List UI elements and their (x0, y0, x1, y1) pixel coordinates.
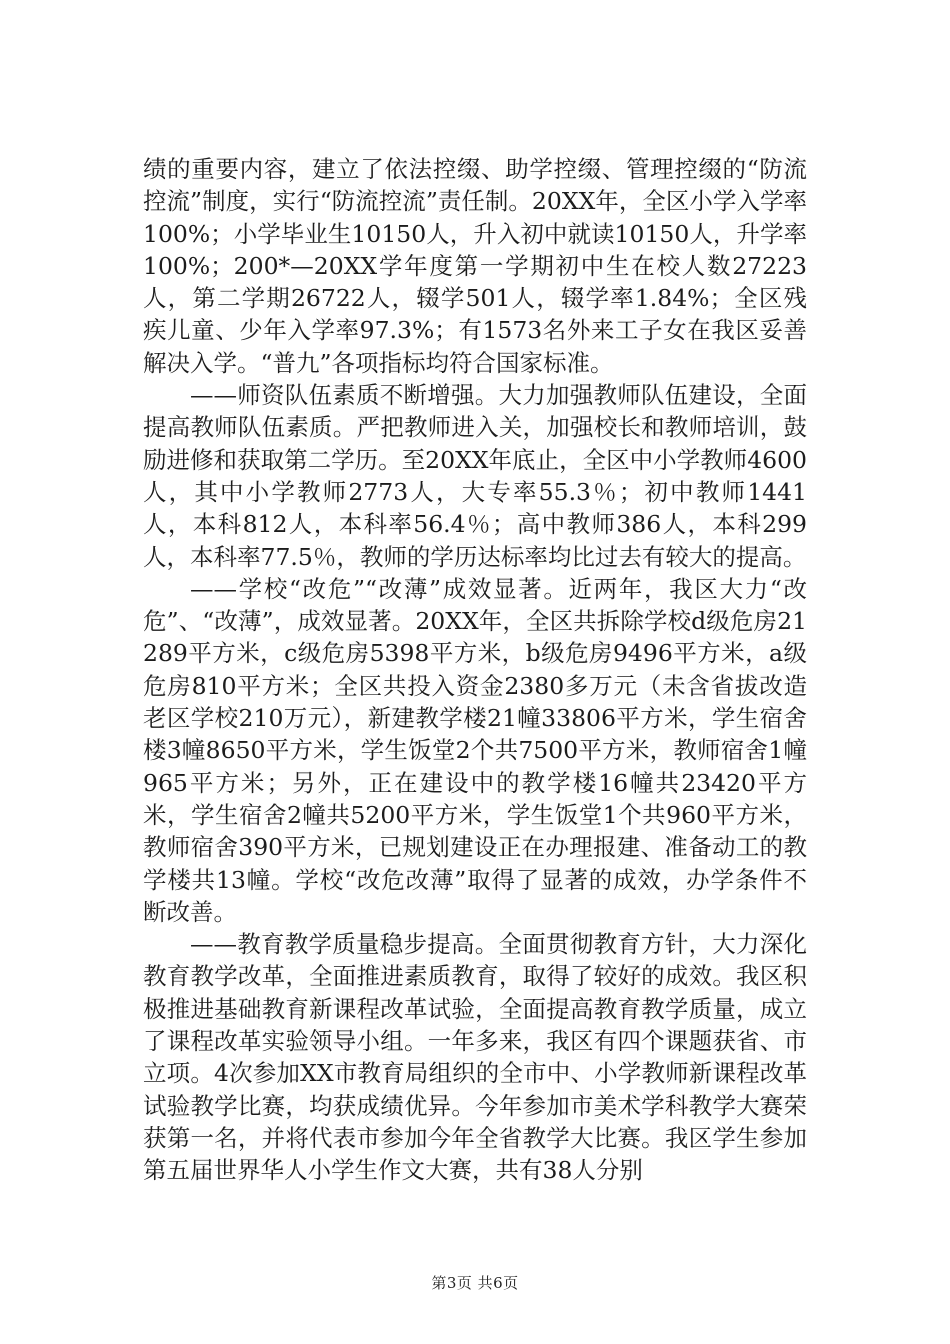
paragraph-continuation: 绩的重要内容，建立了依法控缀、助学控缀、管理控缀的“防流控流”制度，实行“防流控流”责任制。20XX年，全区小学入学率100%；小学毕业生10150人，升入初中就读10150人，升学率100%；200*—20XX学年度第一学期初中生在校人数27223人，第二学期26722人，辍学501人，辍学率1.84%；全区残疾儿童、少年入学率97.3%；有1573名外来工子女在我区妥善解决入学。“普九”各项指标均符合国家标准。 (143, 155, 807, 377)
document-body (143, 153, 807, 1187)
page-footer: 第3页 共6页 (431, 1274, 519, 1292)
paragraph-school-renovation: ——学校“改危”“改薄”成效显著。近两年，我区大力“改危”、“改薄”，成效显著。20XX年，全区共拆除学校d级危房21289平方米，c级危房5398平方米，b级危房9496平方米，a级危房810平方米；全区共投入资金2380多万元（未含省拔改造老区学校210万元），新建教学楼21幢33806平方米，学生宿舍楼3幢8650平方米，学生饭堂2个共7500平方米，教师宿舍1幢965平方米；另外，正在建设中的教学楼16幢共23420平方米，学生宿舍2幢共5200平方米，学生饭堂1个共960平方米，教师宿舍390平方米，已规划建设正在办理报建、准备动工的教学楼共13幢。学校“改危改薄”取得了显著的成效，办学条件不断改善。 (143, 574, 807, 926)
paragraph-teacher-quality: ——师资队伍素质不断增强。大力加强教师队伍建设，全面提高教师队伍素质。严把教师进入关，加强校长和教师培训，鼓励进修和获取第二学历。至20XX年底止，全区中小学教师4600人，其中小学教师2773人，大专率55.3％；初中教师1441人，本科812人，本科率56.4％；高中教师386人，本科299人，本科率77.5％，教师的学历达标率均比过去有较大的提高。 (143, 381, 807, 571)
paragraph-teaching-quality: ——教育教学质量稳步提高。全面贯彻教育方针，大力深化教育教学改革，全面推进素质教育，取得了较好的成效。我区积极推进基础教育新课程改革试验，全面提高教育教学质量，成立了课程改革实验领导小组。一年多来，我区有四个课题获省、市立项。4次参加XX市教育局组织的全市中、小学教师新课程改革试验教学比赛，均获成绩优异。今年参加市美术学科教学大赛荣获第一名，并将代表市参加今年全省教学大比赛。我区学生参加第五届世界华人小学生作文大赛，共有38人分别 (143, 930, 807, 1185)
